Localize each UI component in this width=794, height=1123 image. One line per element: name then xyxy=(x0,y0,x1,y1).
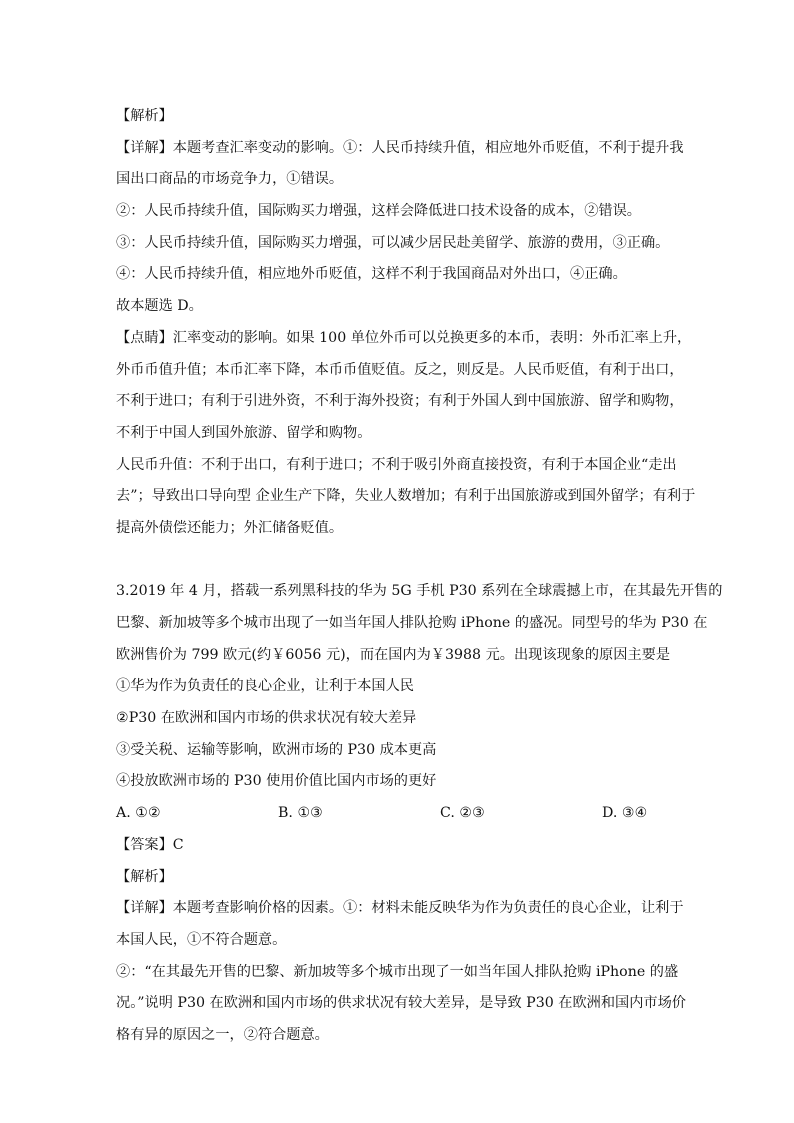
text-line: 【详解】本题考查影响价格的因素。①：材料未能反映华为作为负责任的良心企业，让利于 xyxy=(116,900,684,917)
statement-2: ②P30 在欧洲和国内市场的供求状况有较大差异 xyxy=(116,710,417,727)
text-line: 人民币升值：不利于出口，有利于进口；不利于吸引外商直接投资，有利于本国企业“走出 xyxy=(116,456,677,473)
text-line: 外币币值升值；本币汇率下降，本币币值贬值。反之，则反是。人民币贬值，有利于出口， xyxy=(116,361,684,378)
statement-1: ①华为作为负责任的良心企业，让利于本国人民 xyxy=(116,678,414,695)
answer-options xyxy=(116,798,684,830)
analysis-heading: 【解析】 xyxy=(116,108,173,124)
text-line: 格有异的原因之一，②符合题意。 xyxy=(116,1026,329,1043)
text-line: 去”；导致出口导向型 企业生产下降，失业人数增加；有利于出国旅游或到国外留学；有利于 xyxy=(116,488,696,505)
option-b: B. ①③ xyxy=(278,805,323,822)
text-line: 【点睛】汇率变动的影响。如果 100 单位外币可以兑换更多的本币，表明：外币汇率上升， xyxy=(116,329,692,346)
document-content xyxy=(116,101,723,1052)
text-line: 不利于中国人到国外旅游、留学和购物。 xyxy=(116,424,372,441)
statement-3: ③受关税、运输等影响，欧洲市场的 P30 成本更高 xyxy=(116,741,437,758)
text-line: 故本题选 D。 xyxy=(116,298,203,315)
option-c: C. ②③ xyxy=(440,805,485,822)
option-d: D. ③④ xyxy=(602,805,648,822)
text-line: ④：人民币持续升值，相应地外币贬值，这样不利于我国商品对外出口，④正确。 xyxy=(116,266,627,283)
spacer xyxy=(116,545,684,577)
text-line: 国出口商品的市场竞争力，①错误。 xyxy=(116,171,344,188)
text-line: ③：人民币持续升值，国际购买力增强，可以减少居民赴美留学、旅游的费用，③正确。 xyxy=(116,234,670,251)
question-stem-line: 巴黎、新加坡等多个城市出现了一如当年国人排队抢购 iPhone 的盛况。同型号的华为 P30 在 xyxy=(116,615,708,631)
text-line: ②：人民币持续升值，国际购买力增强，这样会降低进口技术设备的成本，②错误。 xyxy=(116,203,641,220)
text-line: 提高外债偿还能力；外汇储备贬值。 xyxy=(116,519,344,536)
text-line: 本国人民，①不符合题意。 xyxy=(116,931,287,948)
text-line: 不利于进口；有利于引进外资，不利于海外投资；有利于外国人到中国旅游、留学和购物， xyxy=(116,393,684,410)
question-stem-line: 3.2019 年 4 月，搭载一系列黑科技的华为 5G 手机 P30 系列在全球震撼上市，在其最先开售的 xyxy=(116,583,723,600)
option-a: A. ①② xyxy=(116,805,161,822)
statement-4: ④投放欧洲市场的 P30 使用价值比国内市场的更好 xyxy=(116,773,437,790)
text-line: ②：“在其最先开售的巴黎、新加坡等多个城市出现了一如当年国人排队抢购 iPhone 的盛 xyxy=(116,963,679,980)
question-3 xyxy=(116,576,723,1051)
question-stem-line: 欧洲售价为 799 欧元(约￥6056 元)，而在国内为￥3988 元。出现该现象的原因主要是 xyxy=(116,646,671,663)
analysis-heading: 【解析】 xyxy=(116,868,173,885)
text-line: 况。”说明 P30 在欧洲和国内市场的供求状况有较大差异，是导致 P30 在欧洲和国内市场价 xyxy=(116,995,686,1012)
section1-analysis xyxy=(116,101,696,545)
answer-line: 【答案】C xyxy=(116,836,184,853)
text-line: 【详解】本题考查汇率变动的影响。①：人民币持续升值，相应地外币贬值，不利于提升我 xyxy=(116,139,684,156)
